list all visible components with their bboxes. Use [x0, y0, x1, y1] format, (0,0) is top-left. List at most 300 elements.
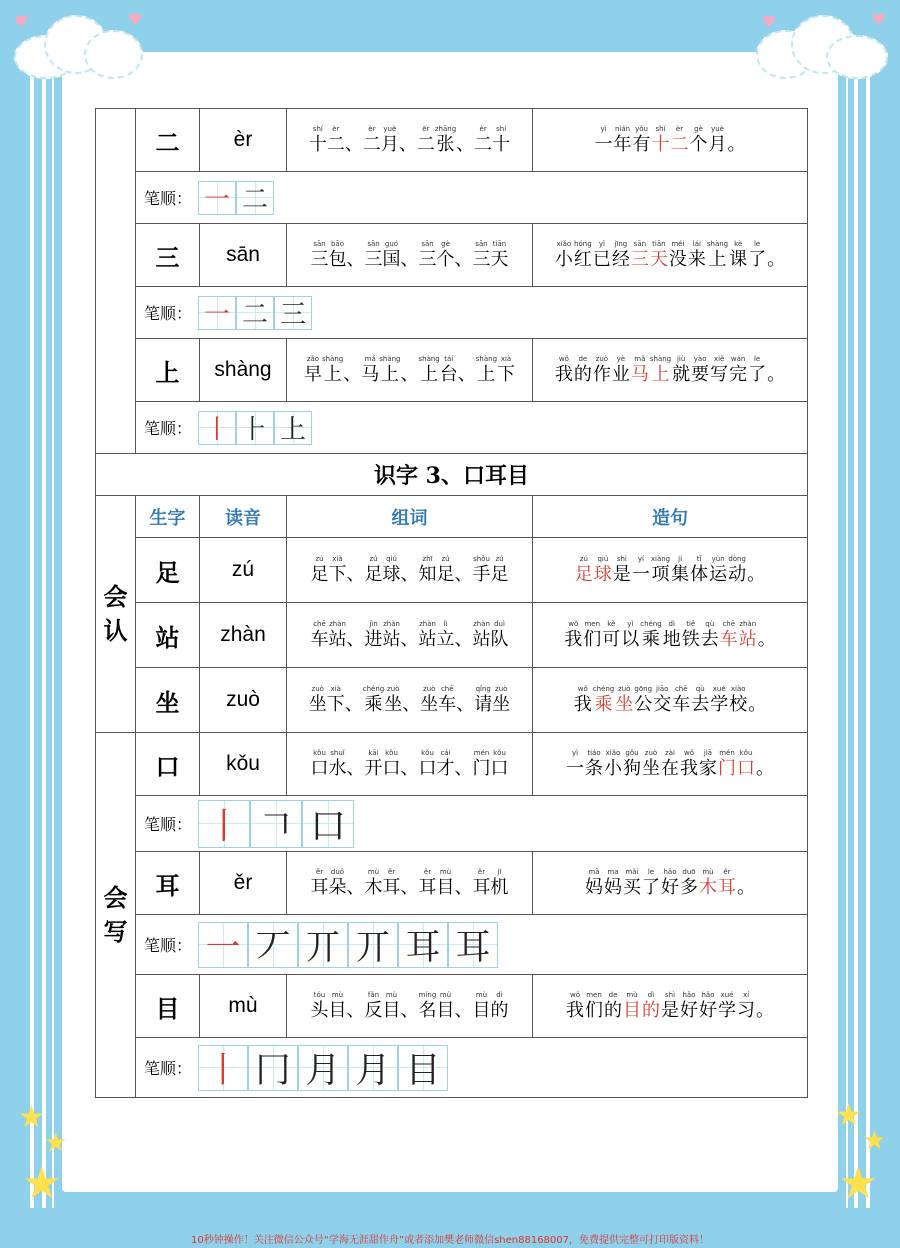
ruby-char: [473, 748, 491, 780]
hanzi-text: 目: [328, 1000, 347, 1021]
hanzi-text: 十: [308, 134, 327, 155]
heart-icon: ♥: [128, 10, 143, 29]
ruby-char: [653, 684, 671, 716]
pinyin-text: lì: [443, 620, 448, 628]
ruby-char: [383, 554, 401, 586]
pinyin-text: gè: [441, 240, 450, 248]
ruby-char: [474, 684, 492, 716]
stroke-order-row: [96, 915, 808, 975]
hanzi-text: 站: [738, 629, 757, 650]
pinyin-text: sān: [367, 240, 380, 248]
hanzi-text: 天: [649, 249, 668, 270]
hanzi-text: 多: [680, 877, 698, 898]
ruby-char: [737, 867, 755, 899]
hanzi-text: 木: [364, 877, 383, 898]
pinyin-text: shàng: [418, 355, 440, 363]
pinyin-cell: zhàn: [200, 603, 287, 668]
ruby-char: [720, 619, 738, 651]
hanzi-text: 课: [729, 249, 748, 270]
character-row: [96, 109, 808, 172]
hanzi-text: 小: [604, 758, 622, 779]
ruby-char: [615, 684, 633, 716]
stroke-order-row: [96, 287, 808, 339]
pinyin-text: yè: [616, 355, 626, 363]
pinyin-text: hǎo: [682, 991, 696, 999]
hanzi-text: 学: [718, 1000, 736, 1021]
pinyin-text: kǒu: [313, 749, 326, 757]
pinyin-text: men: [584, 620, 601, 628]
hanzi-text: 站: [418, 629, 437, 650]
ruby-char: [365, 619, 383, 651]
hanzi-text: 朵: [328, 877, 347, 898]
ruby-char: [435, 124, 456, 156]
border-stripe: [854, 60, 858, 1208]
pinyin-text: ěr: [423, 868, 432, 876]
stroke-box: 月: [348, 1045, 398, 1091]
hanzi-text: 口: [490, 758, 509, 779]
pinyin-text: wǒ: [577, 685, 588, 693]
hanzi-text: 一: [594, 134, 613, 155]
hanzi-text: 目: [436, 1000, 455, 1021]
ruby-char: [640, 619, 661, 651]
hanzi-text: 买: [623, 877, 641, 898]
stroke-box: 一: [198, 296, 236, 330]
pinyin-text: kāi: [368, 749, 379, 757]
separator: 、: [398, 134, 417, 155]
ruby-char: [417, 124, 435, 156]
ruby-char: [699, 748, 717, 780]
hanzi-text: 头: [310, 1000, 329, 1021]
hanzi-text: 业: [611, 364, 630, 385]
hanzi-text: 下: [328, 564, 347, 585]
cloud-decoration: [14, 10, 144, 80]
word-cell: [287, 538, 533, 603]
hanzi-text: 三: [418, 249, 437, 270]
pinyin-text: chē: [440, 685, 454, 693]
stroke-order-label: 笔顺：: [144, 815, 193, 834]
ruby-char: [575, 554, 593, 586]
pinyin-text: chē: [313, 620, 326, 628]
character-cell: 耳: [136, 852, 200, 915]
hanzi-text: 。: [756, 758, 774, 779]
border-stripe: [42, 60, 46, 1208]
hanzi-text: 去: [700, 629, 719, 650]
pinyin-text: mù: [626, 991, 638, 999]
ruby-char: [419, 867, 437, 899]
ruby-char: [329, 990, 347, 1022]
stroke-order-row: [96, 172, 808, 224]
hanzi-text: 一: [631, 564, 650, 585]
ruby-char: [650, 354, 671, 386]
ruby-char: [728, 124, 746, 156]
pinyin-text: mù: [475, 991, 488, 999]
pinyin-text: qiú: [386, 555, 397, 563]
ruby-char: [440, 354, 458, 386]
pinyin-cell: sān: [200, 224, 287, 287]
pinyin-text: shí: [312, 125, 323, 133]
hanzi-text: 车: [438, 694, 457, 715]
ruby-char: [365, 867, 383, 899]
hanzi-text: 体: [690, 564, 709, 585]
hanzi-text: 球: [382, 564, 401, 585]
ruby-char: [650, 239, 668, 271]
hanzi-text: 了: [748, 364, 767, 385]
pinyin-cell: mù: [200, 975, 287, 1038]
ruby-char: [680, 867, 698, 899]
hanzi-text: 我: [564, 629, 583, 650]
pinyin-text: kè: [734, 240, 743, 248]
hanzi-text: 坐: [642, 758, 660, 779]
word-cell: [287, 975, 533, 1038]
ruby-char: [729, 684, 747, 716]
ruby-char: [593, 684, 614, 716]
ruby-char: [604, 990, 622, 1022]
ruby-char: [311, 554, 329, 586]
hanzi-text: 马: [630, 364, 649, 385]
stroke-order-cell: [136, 172, 808, 224]
separator: 、: [454, 1000, 473, 1021]
pinyin-text: zuò: [387, 685, 400, 693]
pinyin-text: kě: [607, 620, 616, 628]
pinyin-text: zuò: [618, 685, 631, 693]
pinyin-text: chéng: [362, 685, 385, 693]
pinyin-text: tóu: [313, 991, 326, 999]
hanzi-text: 二: [362, 134, 381, 155]
pinyin-text: qù: [705, 620, 715, 628]
character-cell: 口: [136, 733, 200, 796]
character-cell: 坐: [136, 668, 200, 733]
ruby-char: [419, 554, 437, 586]
hanzi-text: 口: [310, 758, 329, 779]
separator: 、: [346, 249, 365, 270]
hanzi-text: 一: [566, 758, 584, 779]
ruby-char: [699, 990, 717, 1022]
ruby-char: [492, 124, 510, 156]
stroke-order-row: [96, 1038, 808, 1098]
ruby-char: [747, 554, 765, 586]
stroke-order-cell: [136, 915, 808, 975]
hanzi-text: 。: [737, 877, 755, 898]
ruby-char: [363, 124, 381, 156]
ruby-char: [690, 554, 708, 586]
separator: 、: [346, 564, 365, 585]
hanzi-text: 口: [418, 758, 437, 779]
ruby-char: [634, 684, 652, 716]
pinyin-text: de: [578, 355, 588, 363]
pinyin-text: èr: [479, 125, 487, 133]
pinyin-text: kǒu: [421, 749, 434, 757]
stroke-box: 丌: [348, 922, 398, 968]
ruby-char: [709, 124, 727, 156]
ruby-char: [623, 990, 641, 1022]
pinyin-text: jī: [497, 868, 502, 876]
pinyin-text: fǎn: [367, 991, 380, 999]
pinyin-text: zuò: [595, 355, 609, 363]
separator: 、: [400, 564, 419, 585]
hanzi-text: 们: [585, 1000, 603, 1021]
character-row: [96, 668, 808, 733]
stroke-box: 口: [302, 800, 354, 848]
hanzi-text: 在: [661, 758, 679, 779]
ruby-char: [383, 239, 401, 271]
pinyin-text: shuǐ: [330, 749, 345, 757]
separator: 、: [456, 134, 475, 155]
hanzi-text: 名: [418, 1000, 437, 1021]
ruby-char: [419, 748, 437, 780]
pinyin-text: zú: [441, 555, 450, 563]
pinyin-text: bāo: [330, 240, 344, 248]
hanzi-text: 集: [671, 564, 690, 585]
word-cell: [287, 852, 533, 915]
header-zu-ci: 组词: [287, 496, 533, 538]
separator: 、: [346, 1000, 365, 1021]
pinyin-text: xià: [332, 555, 343, 563]
stroke-order-cell: [136, 402, 808, 454]
border-stripe: [30, 60, 34, 1208]
ruby-char: [707, 239, 728, 271]
ruby-char: [574, 354, 592, 386]
ruby-char: [737, 748, 755, 780]
ruby-char: [691, 684, 709, 716]
hanzi-text: 完: [729, 364, 748, 385]
hanzi-text: 立: [436, 629, 455, 650]
word-cell: [287, 668, 533, 733]
hanzi-text: 交: [653, 694, 672, 715]
hanzi-text: 学: [710, 694, 729, 715]
pinyin-text: mù: [367, 868, 380, 876]
stroke-box: 冂: [248, 1045, 298, 1091]
separator: 、: [400, 364, 419, 385]
ruby-char: [476, 354, 497, 386]
pinyin-text: xué: [720, 991, 734, 999]
hanzi-text: 三: [310, 249, 329, 270]
hanzi-text: 国: [382, 249, 401, 270]
ruby-char: [767, 354, 785, 386]
ruby-char: [748, 684, 766, 716]
character-table: [95, 108, 808, 1098]
pinyin-text: wǒ: [558, 355, 569, 363]
header-sheng-zi: 生字: [136, 496, 200, 538]
hanzi-text: 目: [382, 1000, 401, 1021]
hanzi-text: 马: [361, 364, 380, 385]
character-cell: 三: [136, 224, 200, 287]
stroke-order-label: 笔顺：: [144, 936, 193, 955]
ruby-char: [718, 867, 736, 899]
pinyin-text: sān: [633, 240, 647, 248]
hanzi-text: 足: [574, 564, 593, 585]
pinyin-text: dòng: [728, 555, 746, 563]
ruby-char: [365, 990, 383, 1022]
hanzi-text: 机: [490, 877, 509, 898]
ruby-char: [492, 684, 510, 716]
character-cell: 上: [136, 339, 200, 402]
ruby-char: [329, 619, 347, 651]
border-stripe: [866, 60, 870, 1208]
separator: 、: [454, 877, 473, 898]
ruby-char: [329, 554, 347, 586]
pinyin-text: mén: [473, 749, 490, 757]
star-icon: ★: [835, 1098, 862, 1133]
hanzi-text: 天: [490, 249, 509, 270]
separator: 、: [346, 877, 365, 898]
pinyin-text: wǒ: [683, 749, 694, 757]
ruby-char: [566, 748, 584, 780]
hanzi-text: 习: [737, 1000, 755, 1021]
ruby-char: [701, 619, 719, 651]
hanzi-text: 上: [708, 249, 727, 270]
heart-icon: ♥: [871, 10, 886, 29]
ruby-char: [585, 867, 603, 899]
ruby-char: [593, 354, 611, 386]
separator: 、: [454, 758, 473, 779]
hanzi-text: 校: [729, 694, 748, 715]
sentence-cell: [533, 603, 808, 668]
stroke-box: 三: [274, 296, 312, 330]
ruby-char: [748, 354, 766, 386]
ruby-char: [767, 239, 785, 271]
hanzi-text: 耳: [310, 877, 329, 898]
sentence-cell: [533, 668, 808, 733]
hanzi-text: 开: [364, 758, 383, 779]
separator: 、: [400, 758, 419, 779]
stroke-box: 丨: [198, 800, 250, 848]
star-icon: ★: [838, 1158, 878, 1209]
ruby-char: [419, 239, 437, 271]
hanzi-text: 口: [382, 758, 401, 779]
ruby-char: [614, 124, 632, 156]
hanzi-text: 下: [326, 694, 345, 715]
pinyin-text: shì: [664, 991, 676, 999]
ruby-char: [612, 354, 630, 386]
separator: 、: [344, 134, 363, 155]
hanzi-text: 了: [642, 877, 660, 898]
ruby-char: [663, 619, 681, 651]
pinyin-text: ěr: [723, 868, 731, 876]
ruby-char: [710, 354, 728, 386]
separator: 、: [454, 249, 473, 270]
pinyin-text: zhàn: [419, 620, 436, 628]
ruby-char: [661, 990, 679, 1022]
ruby-char: [329, 748, 347, 780]
hanzi-text: 地: [662, 629, 681, 650]
hanzi-text: 十: [492, 134, 511, 155]
pinyin-text: dì: [496, 991, 503, 999]
pinyin-text: le: [753, 240, 761, 248]
character-row: [96, 603, 808, 668]
ruby-char: [633, 124, 651, 156]
hanzi-text: 好: [699, 1000, 717, 1021]
hanzi-text: 的: [642, 1000, 660, 1021]
pinyin-text: wán: [730, 355, 746, 363]
pinyin-text: zhàn: [383, 620, 400, 628]
word-cell: [287, 109, 533, 172]
stroke-box: 丨: [198, 1045, 248, 1091]
pinyin-text: mù: [439, 991, 452, 999]
ruby-char: [758, 619, 776, 651]
ruby-char: [473, 554, 491, 586]
hanzi-text: 可: [602, 629, 621, 650]
ruby-char: [304, 354, 322, 386]
ruby-char: [710, 684, 728, 716]
hanzi-text: 上: [651, 364, 670, 385]
ruby-char: [690, 124, 708, 156]
separator: 、: [454, 564, 473, 585]
pinyin-text: wǒ: [569, 991, 580, 999]
hanzi-text: 妈: [604, 877, 622, 898]
pinyin-text: lái: [692, 240, 701, 248]
pinyin-text: wǒ: [568, 620, 579, 628]
sentence-cell: [533, 733, 808, 796]
hanzi-text: 早: [303, 364, 322, 385]
pinyin-text: zài: [665, 749, 675, 757]
pinyin-text: gè: [694, 125, 703, 133]
hanzi-text: 已: [592, 249, 611, 270]
star-icon: ★: [22, 1158, 62, 1209]
ruby-char: [309, 684, 327, 716]
ruby-char: [473, 867, 491, 899]
stroke-box: 二: [236, 181, 274, 215]
character-row: [96, 339, 808, 402]
separator: 、: [400, 629, 419, 650]
hanzi-text: 三: [472, 249, 491, 270]
stroke-box: 月: [298, 1045, 348, 1091]
pinyin-text: hóng: [574, 240, 592, 248]
ruby-char: [642, 867, 660, 899]
hanzi-text: 反: [364, 1000, 383, 1021]
pinyin-text: le: [753, 355, 761, 363]
hanzi-text: 二: [474, 134, 493, 155]
ruby-char: [595, 124, 613, 156]
ruby-char: [680, 990, 698, 1022]
pinyin-text: zhàn: [739, 620, 757, 628]
ruby-char: [631, 354, 649, 386]
ruby-char: [491, 554, 509, 586]
hanzi-text: 二: [670, 134, 689, 155]
ruby-char: [473, 239, 491, 271]
hanzi-text: 公: [634, 694, 653, 715]
hanzi-text: 二: [416, 134, 435, 155]
side-label-blank: [96, 109, 136, 454]
pinyin-text: ěr: [315, 868, 324, 876]
pinyin-text: jiù: [676, 355, 686, 363]
pinyin-text: yǐ: [598, 240, 605, 248]
character-cell: 站: [136, 603, 200, 668]
ruby-char: [680, 748, 698, 780]
ruby-char: [604, 748, 622, 780]
pinyin-text: jìn: [369, 620, 378, 628]
pinyin-text: chē: [722, 620, 736, 628]
hanzi-text: 乘: [641, 629, 660, 650]
ruby-char: [384, 684, 402, 716]
word-cell: [287, 603, 533, 668]
separator: 、: [400, 249, 419, 270]
hanzi-text: 经: [611, 249, 630, 270]
ruby-char: [327, 684, 345, 716]
pinyin-text: tiě: [686, 620, 696, 628]
hanzi-text: 我: [573, 694, 592, 715]
hanzi-text: 张: [436, 134, 455, 155]
pinyin-text: jiā: [703, 749, 713, 757]
hanzi-text: 包: [328, 249, 347, 270]
ruby-char: [661, 867, 679, 899]
ruby-char: [613, 554, 631, 586]
ruby-char: [365, 239, 383, 271]
ruby-char: [383, 867, 401, 899]
ruby-char: [585, 990, 603, 1022]
ruby-char: [602, 619, 620, 651]
hanzi-text: 站: [328, 629, 347, 650]
pinyin-text: mǎ: [634, 355, 646, 363]
